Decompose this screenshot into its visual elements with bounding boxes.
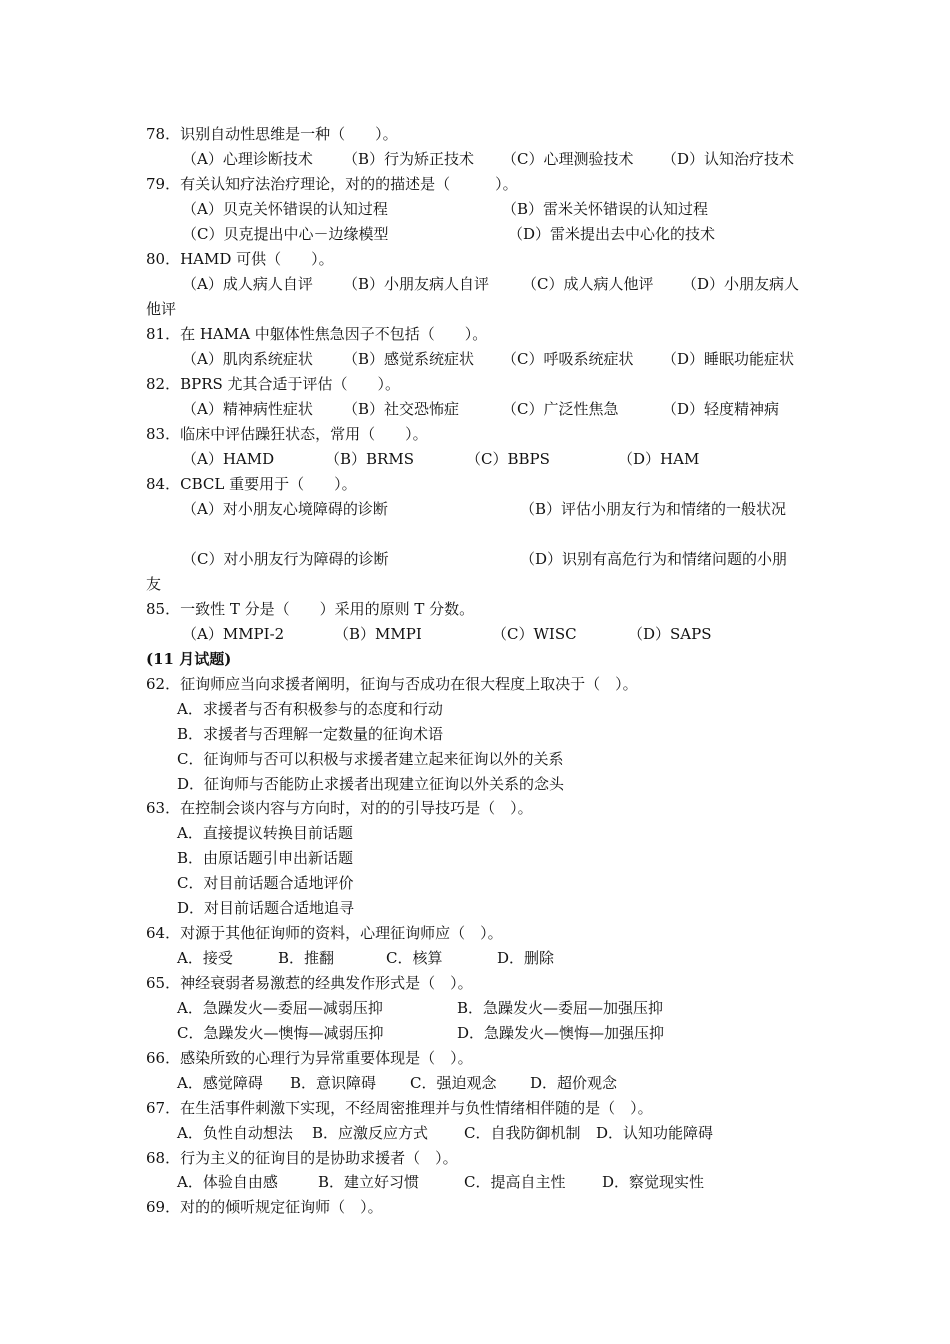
question-79-option-b: （B）雷米关怀错误的认知过程	[502, 200, 709, 218]
question-64-option-d: D．删除	[497, 949, 555, 967]
question-85-option-a: （A）MMPI-2	[182, 625, 285, 643]
question-68-option-c: C．提高自主性	[464, 1173, 566, 1191]
question-67-option-d: D．认知功能障碍	[596, 1124, 714, 1142]
question-79-option-c: （C）贝克提出中心－边缘模型	[182, 225, 389, 243]
question-65-stem: 65．神经衰弱者易激惹的经典发作形式是（ ）。	[146, 974, 473, 992]
question-63-option-d: D．对目前话题合适地追寻	[177, 899, 355, 917]
question-78-option-a: （A）心理诊断技术	[182, 150, 313, 168]
question-68-stem: 68．行为主义的征询目的是协助求援者（ ）。	[146, 1149, 458, 1167]
question-63-option-a: A．直接提议转换目前话题	[177, 824, 353, 842]
question-83-option-b: （B）BRMS	[325, 450, 414, 468]
question-80-stem: 80．HAMD 可供（ ）。	[146, 250, 334, 268]
question-81-option-a: （A）肌肉系统症状	[182, 350, 313, 368]
question-78-option-c: （C）心理测验技术	[502, 150, 634, 168]
question-62-option-a: A．求援者与否有积极参与的态度和行动	[177, 700, 443, 718]
question-80-option-d: （D）小朋友病人	[682, 275, 800, 293]
question-63-option-b: B．由原话题引申出新话题	[177, 849, 354, 867]
question-67-option-b: B．应激反应方式	[312, 1124, 429, 1142]
question-84-option-d: （D）识别有高危行为和情绪问题的小朋	[520, 550, 788, 568]
question-84-option-a: （A）对小朋友心境障碍的诊断	[182, 500, 388, 518]
question-80-option-b: （B）小朋友病人自评	[343, 275, 490, 293]
question-84-option-c: （C）对小朋友行为障碍的诊断	[182, 550, 389, 568]
question-62-option-d: D．征询师与否能防止求援者出现建立征询以外关系的念头	[177, 775, 565, 793]
question-67-option-c: C．自我防御机制	[464, 1124, 581, 1142]
question-78-option-b: （B）行为矫正技术	[343, 150, 475, 168]
question-67-option-a: A．负性自动想法	[177, 1124, 293, 1142]
question-66-stem: 66．感染所致的心理行为异常重要体现是（ ）。	[146, 1049, 473, 1067]
question-81-option-b: （B）感觉系统症状	[343, 350, 475, 368]
question-85-stem: 85．一致性 T 分是（ ）采用的原则 T 分数。	[146, 600, 475, 618]
question-65-option-a: A．急躁发火—委屈—减弱压抑	[177, 999, 383, 1017]
question-85-option-b: （B）MMPI	[334, 625, 422, 643]
question-79-option-d: （D）雷米提出去中心化的技术	[508, 225, 716, 243]
question-63-option-c: C．对目前话题合适地评价	[177, 874, 354, 892]
question-68-option-a: A．体验自由感	[177, 1173, 278, 1191]
question-62-option-b: B．求援者与否理解一定数量的征询术语	[177, 725, 444, 743]
question-64-option-b: B．推翻	[278, 949, 335, 967]
question-82-option-c: （C）广泛性焦急	[502, 400, 619, 418]
question-62-option-c: C．征询师与否可以积极与求援者建立起来征询以外的关系	[177, 750, 564, 768]
question-78-option-d: （D）认知治疗技术	[662, 150, 795, 168]
question-79-option-a: （A）贝克关怀错误的认知过程	[182, 200, 388, 218]
section-title: (11 月试题)	[146, 650, 232, 668]
question-84-option-b: （B）评估小朋友行为和情绪的一般状况	[520, 500, 787, 518]
question-67-stem: 67．在生活事件刺激下实现，不经周密推理并与负性情绪相伴随的是（ ）。	[146, 1099, 653, 1117]
question-83-option-d: （D）HAM	[618, 450, 700, 468]
question-79-stem: 79．有关认知疗法治疗理论，对的的描述是（ ）。	[146, 175, 518, 193]
question-85-option-c: （C）WISC	[492, 625, 577, 643]
question-82-option-b: （B）社交恐怖症	[343, 400, 460, 418]
question-64-option-c: C．核算	[386, 949, 443, 967]
question-80-option-a: （A）成人病人自评	[182, 275, 313, 293]
question-64-option-a: A．接受	[177, 949, 233, 967]
question-68-option-b: B．建立好习惯	[318, 1173, 420, 1191]
question-83-option-a: （A）HAMD	[182, 450, 275, 468]
question-66-option-b: B．意识障碍	[290, 1074, 377, 1092]
question-65-option-b: B．急躁发火—委屈—加强压抑	[457, 999, 664, 1017]
question-82-option-d: （D）轻度精神病	[662, 400, 780, 418]
question-81-stem: 81．在 HAMA 中躯体性焦急因子不包括（ ）。	[146, 325, 488, 343]
question-65-option-c: C．急躁发火—懊悔—减弱压抑	[177, 1024, 384, 1042]
question-84-option-d-continuation: 友	[146, 575, 162, 593]
question-62-stem: 62．征询师应当向求援者阐明，征询与否成功在很大程度上取决于（ ）。	[146, 675, 638, 693]
question-81-option-d: （D）睡眠功能症状	[662, 350, 795, 368]
question-83-option-c: （C）BBPS	[466, 450, 550, 468]
question-80-option-c: （C）成人病人他评	[522, 275, 654, 293]
question-82-option-a: （A）精神病性症状	[182, 400, 313, 418]
question-80-option-d-continuation: 他评	[146, 300, 177, 318]
question-83-stem: 83．临床中评估躁狂状态，常用（ ）。	[146, 425, 428, 443]
question-84-stem: 84．CBCL 重要用于（ ）。	[146, 475, 357, 493]
question-85-option-d: （D）SAPS	[628, 625, 712, 643]
question-64-stem: 64．对源于其他征询师的资料，心理征询师应（ ）。	[146, 924, 503, 942]
question-66-option-c: C．强迫观念	[410, 1074, 497, 1092]
question-66-option-a: A．感觉障碍	[177, 1074, 263, 1092]
question-82-stem: 82．BPRS 尤其合适于评估（ ）。	[146, 375, 401, 393]
question-69-stem: 69．对的的倾听规定征询师（ ）。	[146, 1198, 383, 1216]
question-78-stem: 78．识别自动性思维是一种（ ）。	[146, 125, 398, 143]
question-68-option-d: D．察觉现实性	[602, 1173, 705, 1191]
question-81-option-c: （C）呼吸系统症状	[502, 350, 634, 368]
question-63-stem: 63．在控制会谈内容与方向时，对的的引导技巧是（ ）。	[146, 799, 533, 817]
question-66-option-d: D．超价观念	[530, 1074, 618, 1092]
question-65-option-d: D．急躁发火—懊悔—加强压抑	[457, 1024, 665, 1042]
